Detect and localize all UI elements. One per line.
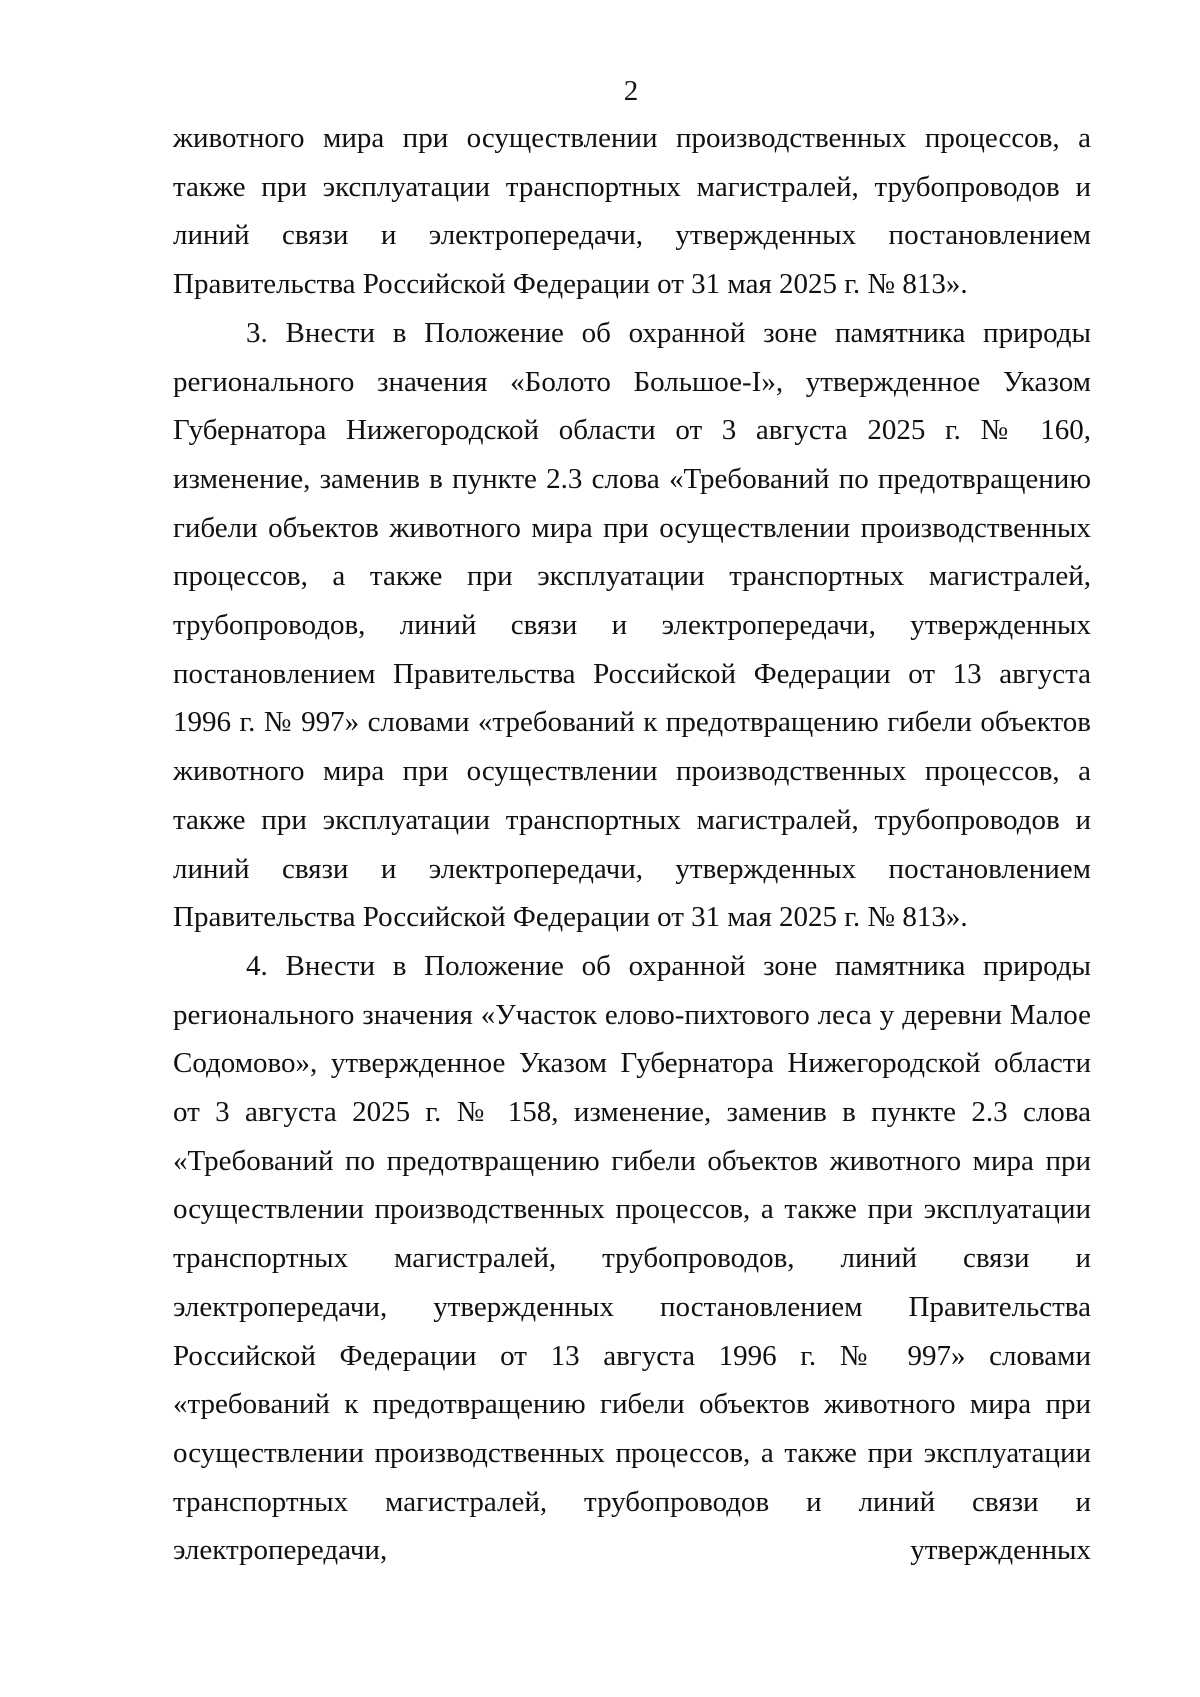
page-number: 2 [623,75,639,107]
paragraph-item-4: 4. Внести в Положение об охранной зоне памятника природы регионального значения «Участок елово-пихтового леса у деревни Малое Содомово», утвержденное Указом Губернатора Нижегородской области от 3 августа 2025 г. № 158, изменение, заменив в пункте 2.3 слова «Требований по предотвращению гибели объектов животного мира при осуществлении производственных процессов, а также при эксплуатации транспортных магистралей, трубопроводов, линий связи и электропередачи, утвержденных постановлением Правительства Российской Федерации от 13 августа 1996 г. № 997» словами «требований к предотвращению гибели объектов животного мира при осуществлении производственных процессов, а также при эксплуатации транспортных магистралей, трубопроводов и линий связи и электропередачи, утвержденных [173,949,1091,1567]
paragraph-item-3: 3. Внести в Положение об охранной зоне памятника природы регионального значения «Болото Большое-I», утвержденное Указом Губернатора Нижегородской области от 3 августа 2025 г. № 160, изменение, заменив в пункте 2.3 слова «Требований по предотвращению гибели объектов животного мира при осуществлении производственных процессов, а также при эксплуатации транспортных магистралей, трубопроводов, линий связи и электропередачи, утвержденных постановлением Правительства Российской Федерации от 13 августа 1996 г. № 997» словами «требований к предотвращению гибели объектов животного мира при осуществлении производственных процессов, а также при эксплуатации транспортных магистралей, трубопроводов и линий связи и электропередачи, утвержденных постановлением Правительства Российской Федерации от 31 мая 2025 г. № 813». [173,316,1091,934]
paragraph-continuation: животного мира при осуществлении производственных процессов, а также при эксплуатации транспортных магистралей, трубопроводов и линий связи и электропередачи, утвержденных постановлением Правительства Российской Федерации от 31 мая 2025 г. № 813». [173,122,1091,301]
document-body [173,114,1091,1575]
